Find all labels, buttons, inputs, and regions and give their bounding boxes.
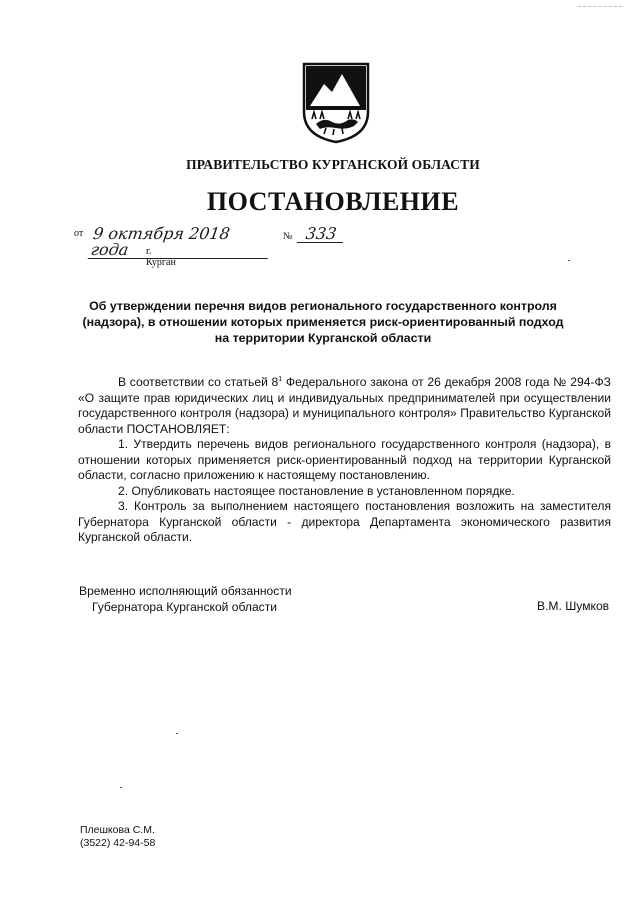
scan-artifact (176, 733, 178, 734)
clause-2: 2. Опубликовать настоящее постановление в установленном порядке. (118, 483, 515, 498)
number-label: № (283, 231, 293, 242)
signer-position-line2: Губернатора Курганской области (92, 599, 278, 614)
city-label: г. Курган (146, 246, 176, 268)
document-body (78, 375, 611, 546)
document-type: ПОСТАНОВЛЕНИЕ (206, 187, 460, 216)
executor-contact (80, 824, 155, 850)
scan-corner-mark (578, 6, 622, 7)
number-handwritten: 333 (297, 226, 345, 243)
scan-artifact (120, 787, 122, 788)
kurgan-region-coat-of-arms-icon (302, 62, 370, 144)
date-handwritten: 9 октября 2018 года (88, 226, 273, 259)
signer-name: В.М. Шумков (537, 599, 610, 613)
document-title: Об утверждении перечня видов регионального государственного контроля (надзора), в отношении которых применяется риск-ориентированный подход на территории Курганской области (82, 299, 564, 345)
executor-phone: (3522) 42-94-58 (80, 837, 156, 849)
article-superscript: 1 (278, 375, 283, 383)
clause-1: 1. Утвердить перечень видов регионального государственного контроля (надзора), в отношении которых применяется риск-ориентированный подход на территории Курганской области, согласно приложению к настоящему постановлению. (78, 437, 611, 482)
executor-name: Плешкова С.М. (80, 824, 155, 836)
date-number-row (74, 224, 338, 268)
signer-position (79, 584, 292, 615)
preamble-paragraph: В соответствии со статьей $8^1$ Федерального закона от 26 декабря 2008 года № 294-ФЗ «О защите прав юридических лиц и индивидуальных предпринимателей при осуществлении государственного контроля (надзора) и муниципального контроля» Правительство Курганской области ПОСТАНОВЛЯЕТ: (78, 375, 611, 436)
date-prefix: от (74, 228, 84, 239)
government-name: ПРАВИТЕЛЬСТВО КУРГАНСКОЙ ОБЛАСТИ (186, 157, 480, 172)
clause-3: 3. Контроль за выполнением настоящего постановления возложить на заместителя Губернатора Курганской области - директора Департамента экономического развития Курганской области. (78, 499, 611, 544)
signer-position-line1: Временно исполняющий обязанности (79, 584, 292, 598)
scan-artifact (568, 260, 570, 261)
